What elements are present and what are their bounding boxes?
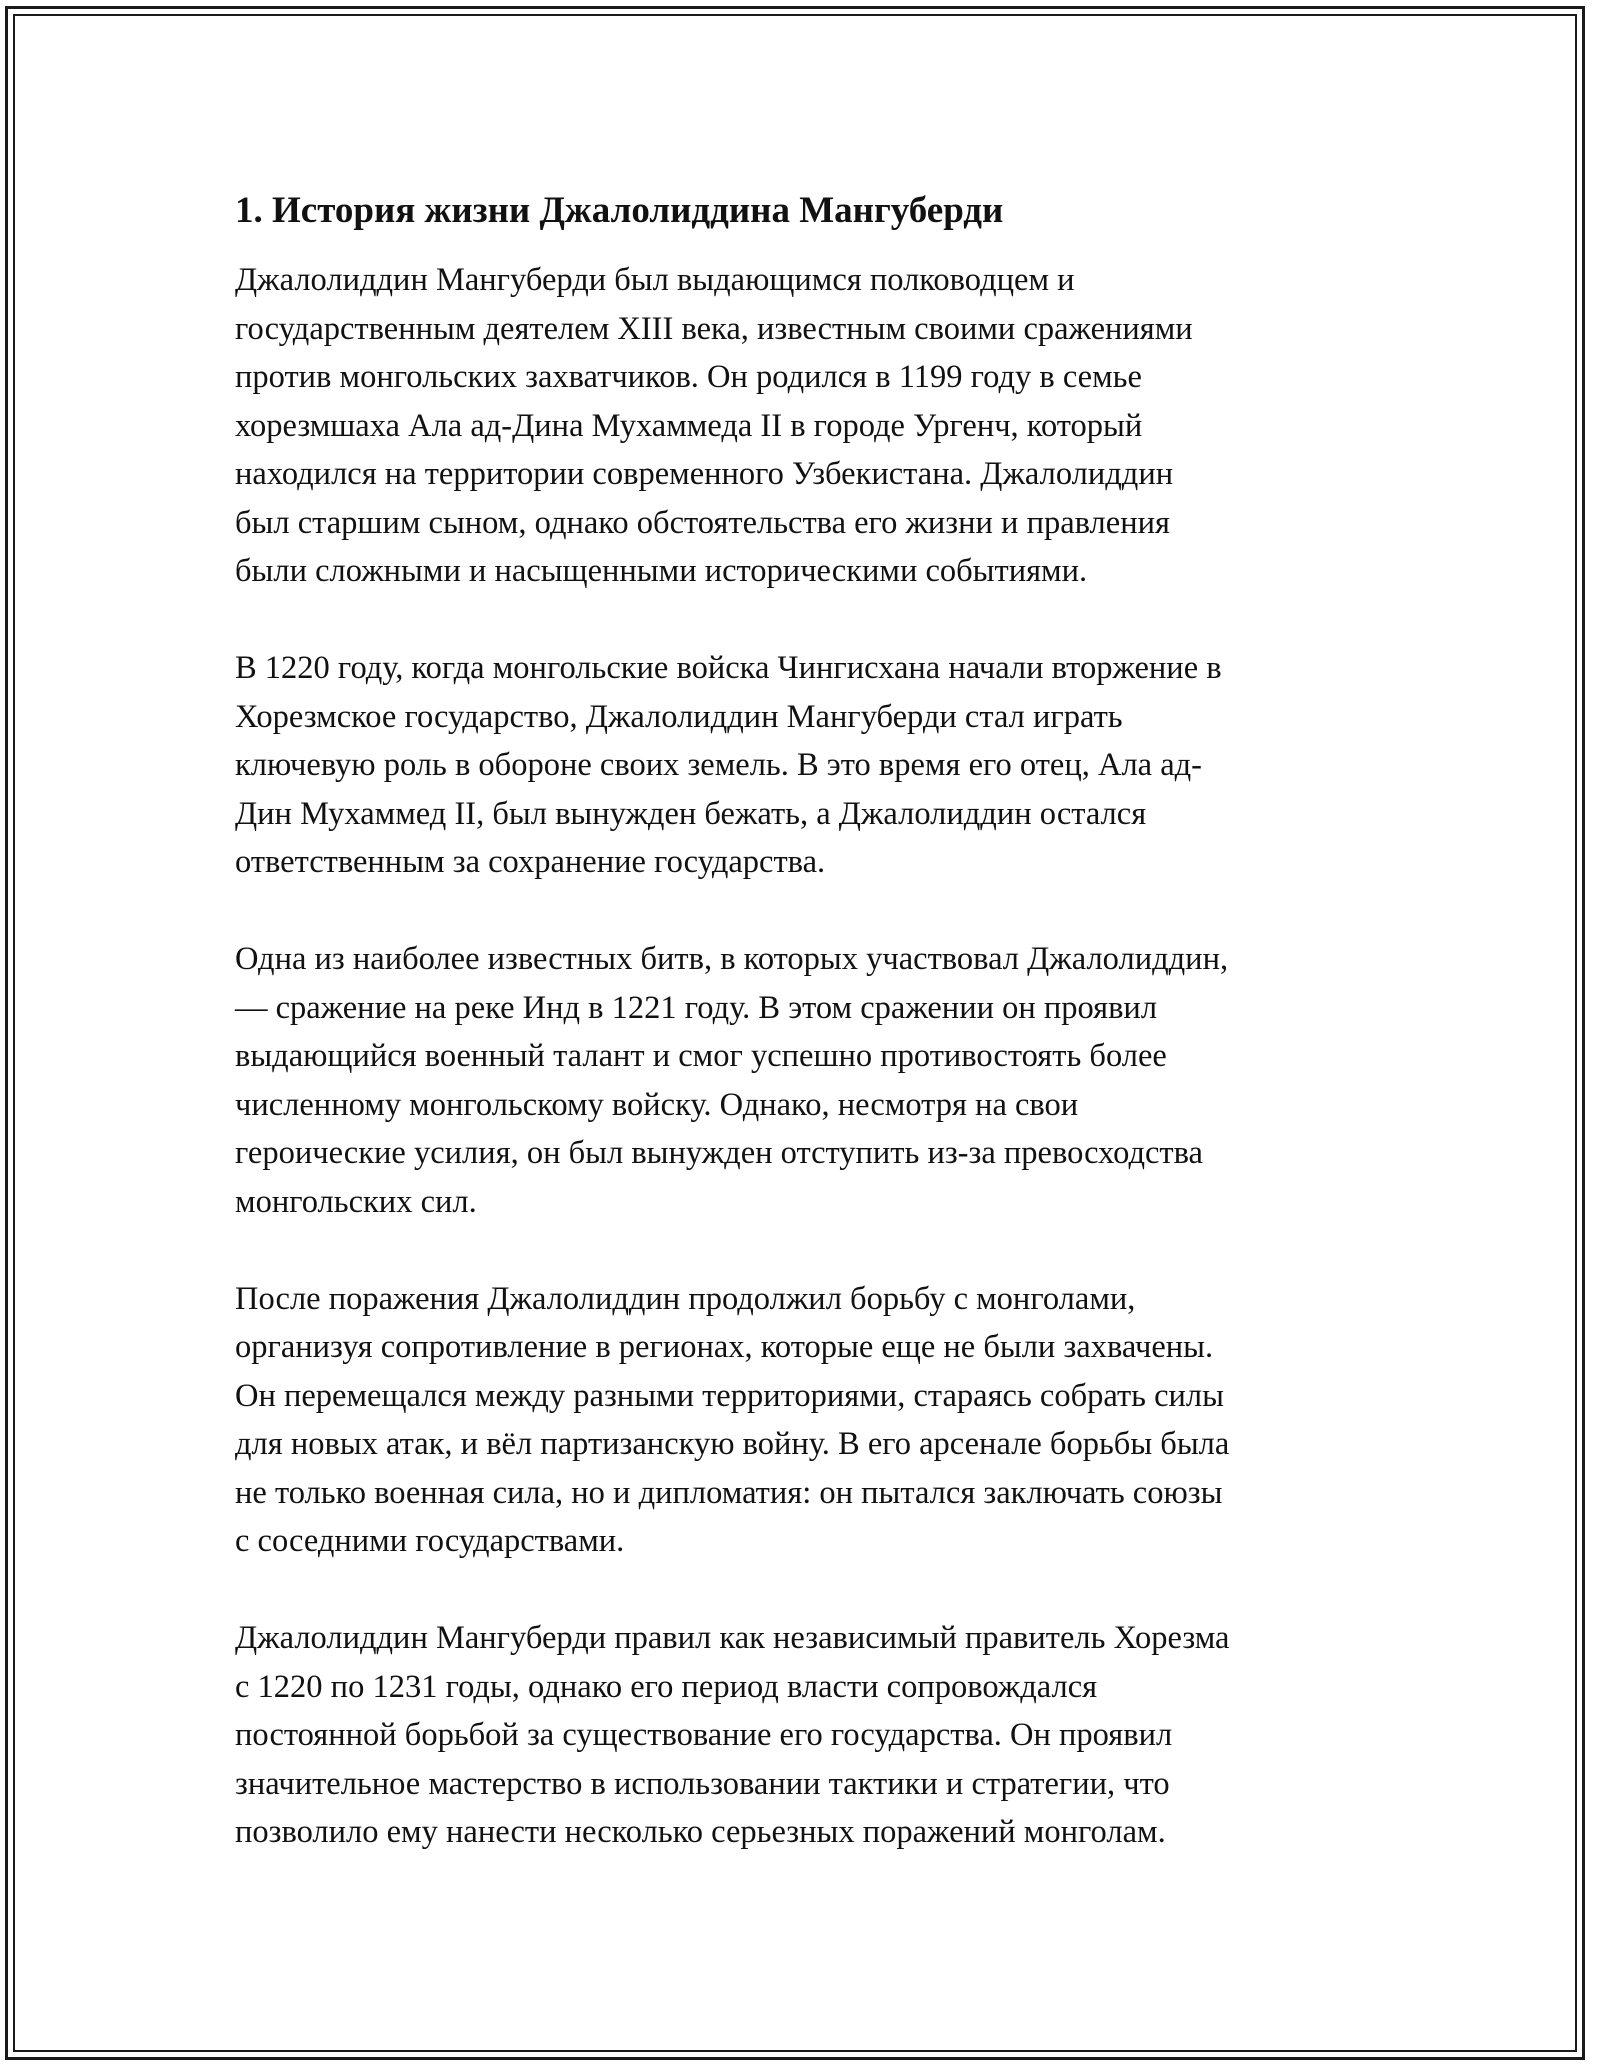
text-line: был старшим сыном, однако обстоятельства его жизни и правления [235, 504, 1170, 541]
text-line: численному монгольскому войску. Однако, несмотря на свои [235, 1086, 1079, 1123]
text-line: Джалолиддин Мангуберди правил как независимый правитель Хорезма [235, 1620, 1230, 1656]
text-line: с соседними государствами. [235, 1523, 625, 1559]
text-line: с 1220 по 1231 годы, однако его период власти сопровождался [235, 1668, 1098, 1705]
text-line: против монгольских захватчиков. Он родился в 1199 году в семье [235, 359, 1142, 395]
text-line: монгольских сил. [235, 1183, 477, 1220]
text-line: Дин Мухаммед II, был вынужден бежать, а Джалолиддин остался [235, 795, 1147, 832]
text-line: После поражения Джалолиддин продолжил борьбу с монголами, [235, 1280, 1136, 1317]
section-heading: 1. История жизни Джалолиддина Мангуберди [235, 190, 1004, 231]
text-line: были сложными и насыщенными историческими событиями. [235, 553, 1088, 589]
text-line: организуя сопротивление в регионах, которые еще не были захвачены. [235, 1329, 1214, 1365]
paragraph-1 [235, 256, 1385, 596]
text-line: героические усилия, он был вынужден отступить из-за превосходства [235, 1135, 1203, 1171]
text-line: Джалолиддин Мангуберди был выдающимся полководцем и [235, 262, 1075, 298]
text-line: находился на территории современного Узбекистана. Джалолиддин [235, 456, 1174, 492]
paragraph-2 [235, 644, 1385, 887]
text-line: для новых атак, и вёл партизанскую войну. В его арсенале борьбы была [235, 1426, 1230, 1462]
text-line: не только военная сила, но и дипломатия: он пытался заключать союзы [235, 1474, 1223, 1511]
paragraph-4 [235, 1275, 1385, 1566]
text-line: ответственным за сохранение государства. [235, 844, 826, 880]
text-line: значительное мастерство в использовании тактики и стратегии, что [235, 1765, 1170, 1802]
text-line: В 1220 году, когда монгольские войска Чингисхана начали вторжение в [235, 650, 1222, 686]
text-line: постоянной борьбой за существование его государства. Он проявил [235, 1717, 1173, 1753]
paragraph-3 [235, 935, 1385, 1226]
text-line: Он перемещался между разными территориями, стараясь собрать силы [235, 1377, 1224, 1414]
text-line: выдающийся военный талант и смог успешно противостоять более [235, 1038, 1167, 1074]
text-line: Одна из наиболее известных битв, в которых участвовал Джалолиддин, [235, 941, 1229, 977]
text-line: ключевую роль в обороне своих земель. В это время его отец, Ала ад- [235, 747, 1203, 783]
text-line: Хорезмское государство, Джалолиддин Мангуберди стал играть [235, 698, 1123, 735]
text-line: — сражение на реке Инд в 1221 году. В этом сражении он проявил [235, 989, 1158, 1026]
text-line: государственным деятелем XIII века, известным своими сражениями [235, 310, 1193, 347]
text-line: позволило ему нанести несколько серьезных поражений монголам. [235, 1814, 1166, 1850]
paragraph-5 [235, 1614, 1385, 1857]
document-body [235, 186, 1385, 1905]
text-line: хорезмшаха Ала ад-Дина Мухаммеда II в городе Ургенч, который [235, 407, 1143, 444]
